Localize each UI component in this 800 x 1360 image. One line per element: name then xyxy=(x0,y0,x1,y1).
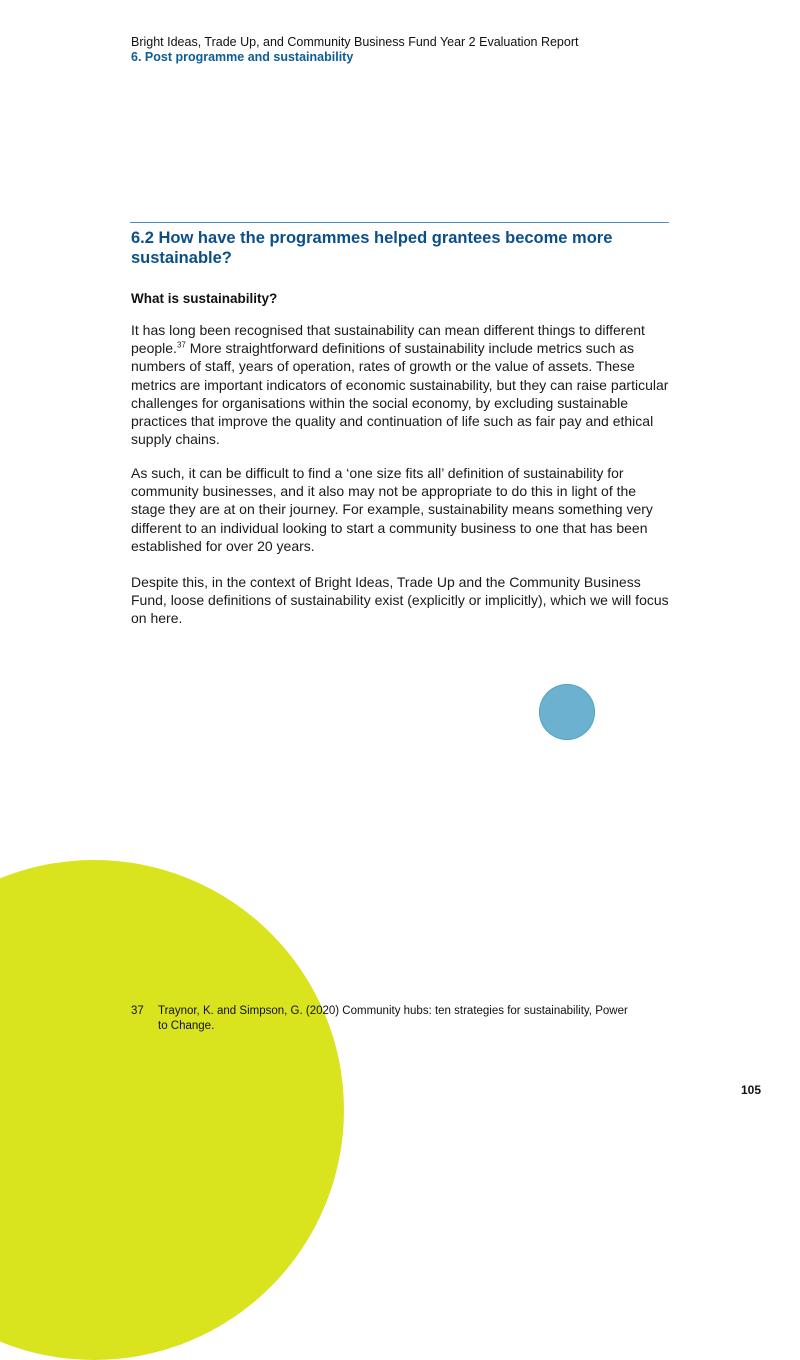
report-title: Bright Ideas, Trade Up, and Community Business Fund Year 2 Evaluation Report xyxy=(131,35,579,49)
paragraph-1-rest: More straightforward definitions of sustainability include metrics such as numbers of staff, years of operation, rates of growth or the value of assets. These metrics are important indicators of economic sustainability, but they can raise particular challenges for organisations within the social economy, by excluding sustainable practices that improve the quality and continuation of life such as fair pay and ethical supply chains. xyxy=(131,340,669,448)
section-heading: 6.2 How have the programmes helped grantees become more sustainable? xyxy=(131,229,613,267)
footnote-text: Traynor, K. and Simpson, G. (2020) Community hubs: ten strategies for sustainability, Power to Change. xyxy=(158,1005,628,1032)
paragraph-3: Despite this, in the context of Bright Ideas, Trade Up and the Community Business Fund, loose definitions of sustainability exist (explicitly or implicitly), which we will focus on here. xyxy=(131,574,669,627)
decorative-blue-circle xyxy=(539,684,595,740)
page-number: 105 xyxy=(741,1083,762,1097)
paragraph-1 xyxy=(131,321,671,448)
footnote-reference[interactable]: 37 xyxy=(176,340,186,350)
page-header xyxy=(131,35,578,65)
heading-divider xyxy=(130,222,669,223)
subheading: What is sustainability? xyxy=(131,291,278,306)
section-title: 6. Post programme and sustainability xyxy=(131,50,354,64)
paragraph-1-start: It has long been recognised that sustainability can mean different things to different people. xyxy=(131,322,645,357)
decorative-yellow-circle xyxy=(0,860,344,1360)
paragraph-2: As such, it can be difficult to find a ‘one size fits all’ definition of sustainability for community businesses, and it also may not be appropriate to do this in light of the stage they are at on their journey. For example, sustainability means something very different to an individual looking to start a community business to one that has been established for over 20 years. xyxy=(131,465,653,554)
footnote-number: 37 xyxy=(131,1005,144,1017)
